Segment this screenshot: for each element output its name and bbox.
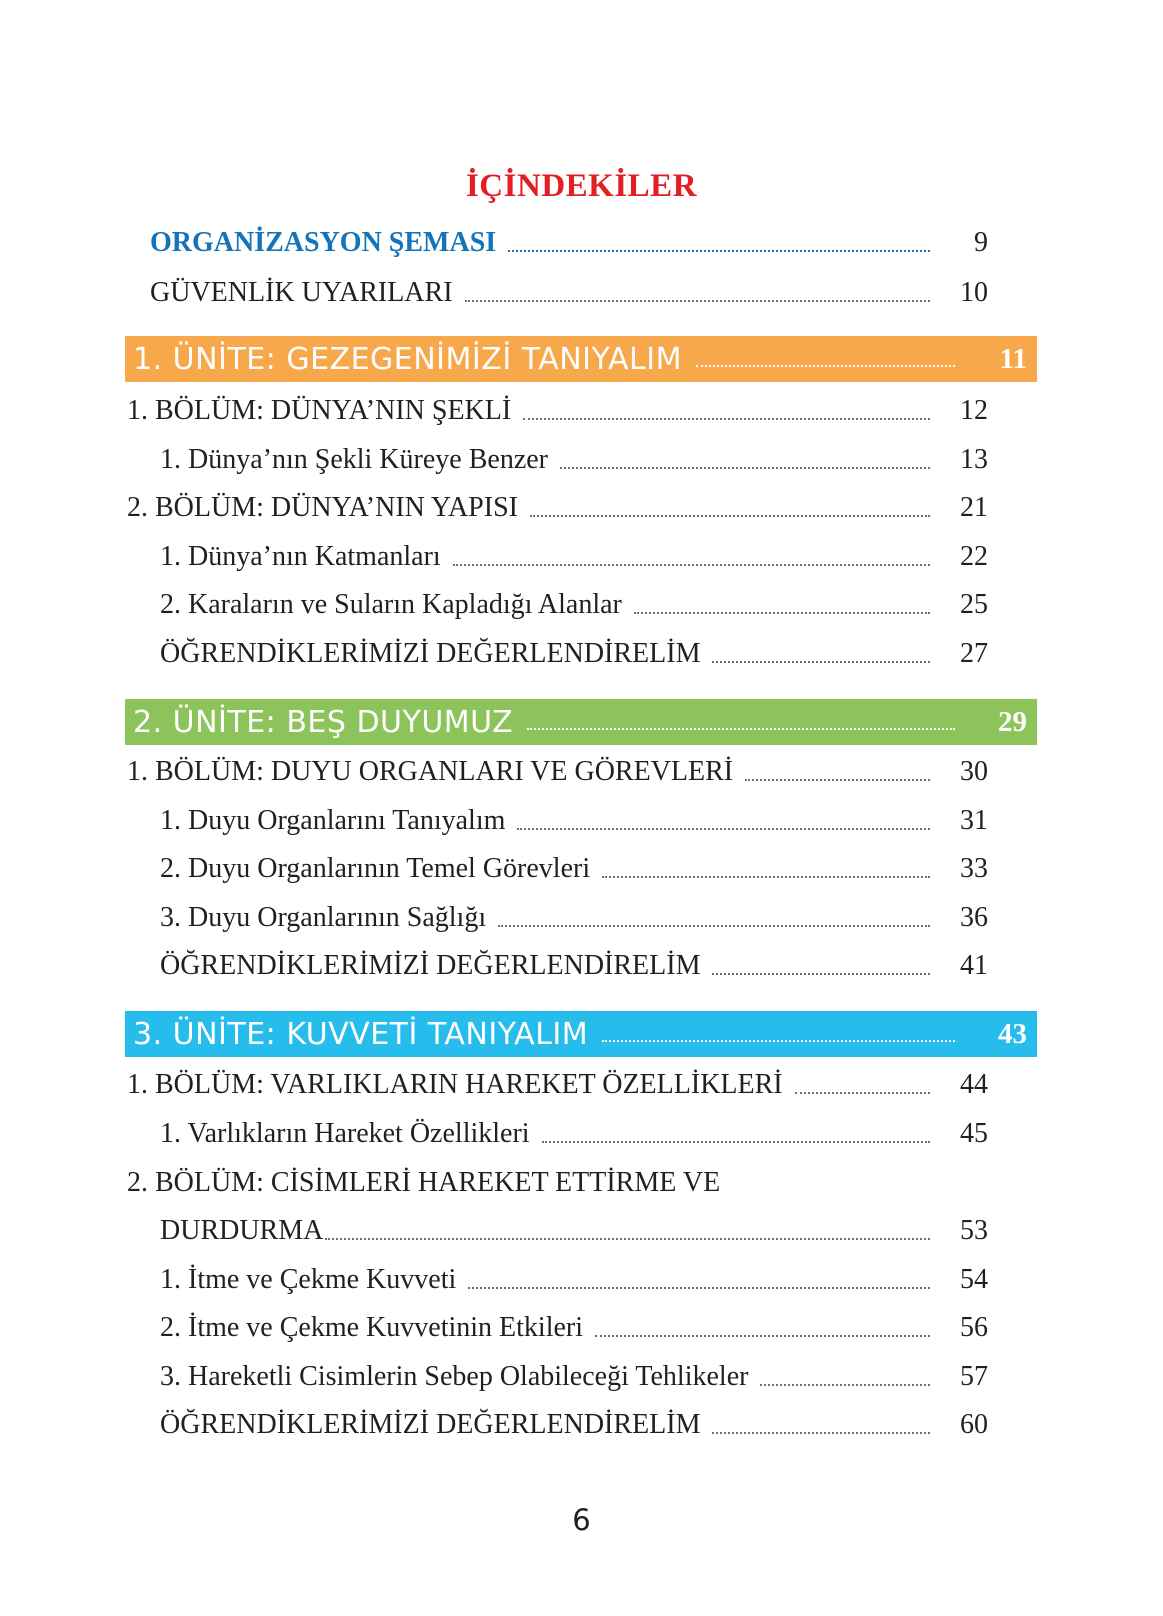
unit-title: 3. ÜNİTE: KUVVETİ TANIYALIM xyxy=(133,1016,589,1052)
dot-leader xyxy=(696,365,955,367)
toc-entry-page: 10 xyxy=(960,277,988,308)
unit-1-header[interactable] xyxy=(125,336,1037,382)
toc-entry[interactable] xyxy=(160,540,988,574)
dot-leader xyxy=(602,1040,955,1042)
toc-entry-label: ÖĞRENDİKLERİMİZİ DEĞERLENDİRELİM xyxy=(160,1409,701,1440)
dot-leader xyxy=(498,925,930,927)
dot-leader xyxy=(542,1141,930,1143)
toc-entry-label: 1. Dünya’nın Şekli Küreye Benzer xyxy=(160,444,548,475)
toc-entry-label: 3. Duyu Organlarının Sağlığı xyxy=(160,902,487,933)
dot-leader xyxy=(517,828,930,830)
toc-entry-label: 2. İtme ve Çekme Kuvvetinin Etkileri xyxy=(160,1312,584,1343)
dot-leader xyxy=(527,728,955,730)
toc-entry[interactable] xyxy=(127,1166,988,1200)
toc-entry-page: 57 xyxy=(960,1361,988,1392)
toc-entry-page: 33 xyxy=(960,853,988,884)
dot-leader xyxy=(523,418,930,420)
dot-leader xyxy=(712,661,930,663)
dot-leader xyxy=(453,564,930,566)
unit-page: 29 xyxy=(998,705,1027,738)
toc-entry-label: 2. Duyu Organlarının Temel Görevleri xyxy=(160,853,591,884)
toc-entry[interactable] xyxy=(160,852,988,886)
toc-entry-page: 54 xyxy=(960,1264,988,1295)
toc-entry-label: DURDURMA xyxy=(160,1215,324,1246)
toc-entry-page: 9 xyxy=(974,227,988,258)
dot-leader xyxy=(468,1287,930,1289)
dot-leader xyxy=(712,1432,930,1434)
toc-entry-page: 60 xyxy=(960,1409,988,1440)
dot-leader xyxy=(634,612,930,614)
toc-entry-label: GÜVENLİK UYARILARI xyxy=(150,277,453,308)
dot-leader xyxy=(760,1384,930,1386)
toc-entry-label: 1. Dünya’nın Katmanları xyxy=(160,541,441,572)
toc-entry[interactable] xyxy=(160,637,988,671)
toc-entry[interactable] xyxy=(160,1117,988,1151)
toc-entry-page: 45 xyxy=(960,1118,988,1149)
toc-entry[interactable] xyxy=(160,588,988,622)
toc-entry-organization-chart[interactable] xyxy=(150,226,988,260)
toc-entry-page: 12 xyxy=(960,395,988,426)
page-number: 6 xyxy=(572,1503,591,1537)
toc-entry[interactable] xyxy=(160,949,988,983)
toc-entry[interactable] xyxy=(160,1263,988,1297)
toc-entry-page: 41 xyxy=(960,950,988,981)
toc-entry[interactable] xyxy=(160,443,988,477)
dot-leader xyxy=(745,779,930,781)
toc-entry-safety-warnings[interactable] xyxy=(150,276,988,310)
toc-entry-page: 31 xyxy=(960,805,988,836)
toc-entry-page: 56 xyxy=(960,1312,988,1343)
page-title: İÇİNDEKİLER xyxy=(465,168,698,204)
toc-entry[interactable] xyxy=(127,394,988,428)
unit-title: 1. ÜNİTE: GEZEGENİMİZİ TANIYALIM xyxy=(133,341,682,377)
toc-entry[interactable] xyxy=(160,1408,988,1442)
toc-entry[interactable] xyxy=(127,755,988,789)
toc-entry-page: 25 xyxy=(960,589,988,620)
toc-entry-label: 1. Duyu Organlarını Tanıyalım xyxy=(160,805,506,836)
toc-entry-page: 27 xyxy=(960,638,988,669)
unit-3-header[interactable] xyxy=(125,1011,1037,1057)
toc-entry-page: 30 xyxy=(960,756,988,787)
toc-entry[interactable] xyxy=(127,491,988,525)
toc-entry-page: 53 xyxy=(960,1215,988,1246)
unit-2-header[interactable] xyxy=(125,699,1037,745)
toc-entry-page: 13 xyxy=(960,444,988,475)
toc-entry[interactable] xyxy=(160,1311,988,1345)
toc-entry[interactable] xyxy=(127,1068,988,1102)
toc-entry-label: ÖĞRENDİKLERİMİZİ DEĞERLENDİRELİM xyxy=(160,638,701,669)
dot-leader xyxy=(508,250,930,252)
toc-entry-label: ORGANİZASYON ŞEMASI xyxy=(150,227,497,258)
toc-entry-label: 1. İtme ve Çekme Kuvveti xyxy=(160,1264,457,1295)
unit-page: 43 xyxy=(998,1017,1027,1050)
dot-leader xyxy=(602,876,930,878)
toc-entry-label: 2. BÖLÜM: CİSİMLERİ HAREKET ETTİRME VE xyxy=(127,1167,721,1198)
toc-entry-label: 1. BÖLÜM: DUYU ORGANLARI VE GÖREVLERİ xyxy=(127,756,734,787)
dot-leader xyxy=(795,1092,930,1094)
toc-entry-label: 2. BÖLÜM: DÜNYA’NIN YAPISI xyxy=(127,492,518,523)
toc-entry-page: 36 xyxy=(960,902,988,933)
toc-entry-label: 1. BÖLÜM: VARLIKLARIN HAREKET ÖZELLİKLERİ xyxy=(127,1069,783,1100)
toc-entry-label: 1. Varlıkların Hareket Özellikleri xyxy=(160,1118,530,1149)
dot-leader xyxy=(325,1238,930,1240)
toc-entry-page: 21 xyxy=(960,492,988,523)
dot-leader xyxy=(465,300,930,302)
toc-entry-label: 3. Hareketli Cisimlerin Sebep Olabileceği Tehlikeler xyxy=(160,1361,749,1392)
unit-page: 11 xyxy=(999,342,1027,375)
toc-entry[interactable] xyxy=(160,1360,988,1394)
toc-entry-page: 44 xyxy=(960,1069,988,1100)
dot-leader xyxy=(530,515,930,517)
toc-entry[interactable] xyxy=(160,901,988,935)
toc-entry[interactable] xyxy=(160,1214,988,1248)
toc-entry-label: ÖĞRENDİKLERİMİZİ DEĞERLENDİRELİM xyxy=(160,950,701,981)
dot-leader xyxy=(595,1335,930,1337)
unit-title: 2. ÜNİTE: BEŞ DUYUMUZ xyxy=(133,704,514,740)
toc-entry-label: 2. Karaların ve Suların Kapladığı Alanlar xyxy=(160,589,622,620)
dot-leader xyxy=(712,973,930,975)
toc-entry-label: 1. BÖLÜM: DÜNYA’NIN ŞEKLİ xyxy=(127,395,512,426)
toc-entry-page: 22 xyxy=(960,541,988,572)
dot-leader xyxy=(560,467,930,469)
toc-entry[interactable] xyxy=(160,804,988,838)
